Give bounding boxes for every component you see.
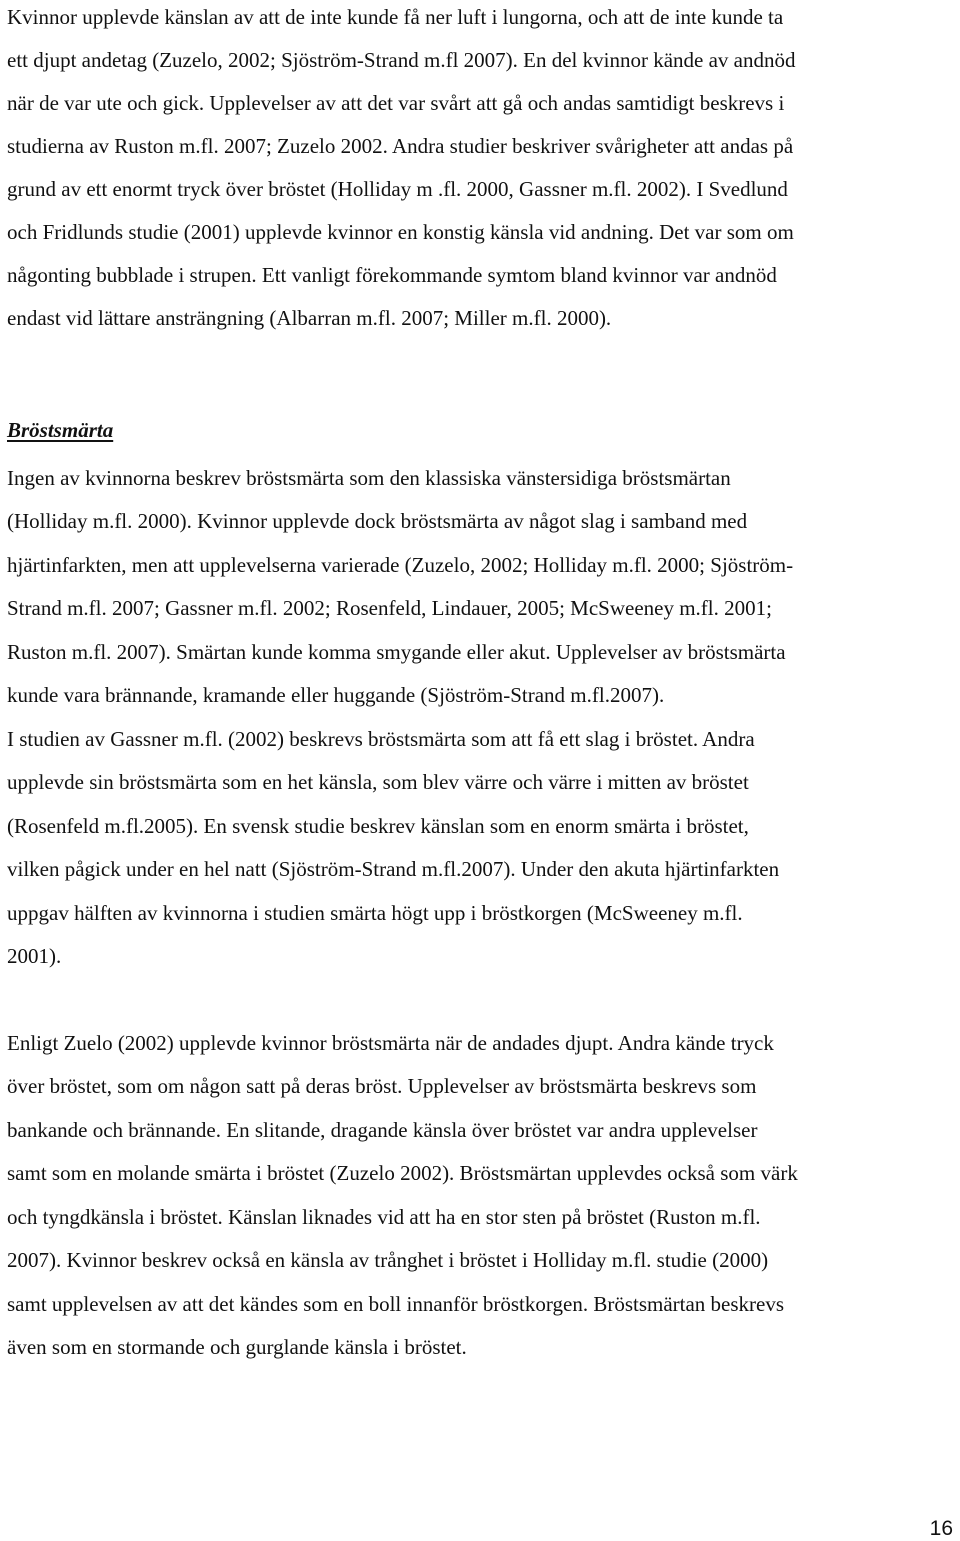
- text-line: och tyngdkänsla i bröstet. Känslan liknades vid att ha en stor sten på bröstet (Ruston m.fl.: [7, 1205, 761, 1229]
- text-line: någonting bubblade i strupen. Ett vanligt förekommande symtom bland kvinnor var andnöd: [7, 263, 777, 287]
- text-line: upplevde sin bröstsmärta som en het känsla, som blev värre och värre i mitten av bröstet: [7, 770, 749, 794]
- page-number: 16: [929, 1517, 953, 1540]
- text-line: hjärtinfarkten, men att upplevelserna varierade (Zuzelo, 2002; Holliday m.fl. 2000; Sjöström-: [7, 553, 794, 577]
- text-line: studierna av Ruston m.fl. 2007; Zuzelo 2002. Andra studier beskriver svårigheter att andas på: [7, 134, 794, 158]
- section-heading: Bröstsmärta: [7, 418, 114, 442]
- text-line: 2007). Kvinnor beskrev också en känsla av trånghet i bröstet i Holliday m.fl. studie (2000): [7, 1248, 769, 1272]
- text-line: ett djupt andetag (Zuzelo, 2002; Sjöström-Strand m.fl 2007). En del kvinnor kände av andnöd: [7, 48, 796, 72]
- text-line: samt upplevelsen av att det kändes som en boll innanför bröstkorgen. Bröstsmärtan beskrevs: [7, 1292, 785, 1316]
- text-line: Ingen av kvinnorna beskrev bröstsmärta som den klassiska vänstersidiga bröstsmärtan: [7, 466, 731, 490]
- text-line: Kvinnor upplevde känslan av att de inte kunde få ner luft i lungorna, och att de inte kunde ta: [7, 5, 784, 29]
- text-line: I studien av Gassner m.fl. (2002) beskrevs bröstsmärta som att få ett slag i bröstet. Andra: [7, 727, 755, 751]
- text-line: Strand m.fl. 2007; Gassner m.fl. 2002; Rosenfeld, Lindauer, 2005; McSweeney m.fl. 2001;: [7, 596, 772, 620]
- text-line: och Fridlunds studie (2001) upplevde kvinnor en konstig känsla vid andning. Det var som om: [7, 220, 794, 244]
- text-line: Ruston m.fl. 2007). Smärtan kunde komma smygande eller akut. Upplevelser av bröstsmärta: [7, 640, 786, 664]
- text-line: bankande och brännande. En slitande, dragande känsla över bröstet var andra upplevelser: [7, 1118, 758, 1142]
- text-line: även som en stormande och gurglande känsla i bröstet.: [7, 1335, 467, 1359]
- text-line: samt som en molande smärta i bröstet (Zuzelo 2002). Bröstsmärtan upplevdes också som värk: [7, 1161, 798, 1185]
- text-line: Enligt Zuelo (2002) upplevde kvinnor bröstsmärta när de andades djupt. Andra kände tryck: [7, 1031, 774, 1055]
- text-line: 2001).: [7, 944, 62, 968]
- text-line: när de var ute och gick. Upplevelser av att det var svårt att gå och andas samtidigt beskrevs i: [7, 91, 785, 115]
- text-line: uppgav hälften av kvinnorna i studien smärta högt upp i bröstkorgen (McSweeney m.fl.: [7, 901, 743, 925]
- text-line: grund av ett enormt tryck över bröstet (Holliday m .fl. 2000, Gassner m.fl. 2002). I Svedlund: [7, 177, 788, 201]
- text-line: kunde vara brännande, kramande eller huggande (Sjöström-Strand m.fl.2007).: [7, 683, 665, 707]
- text-line: över bröstet, som om någon satt på deras bröst. Upplevelser av bröstsmärta beskrevs som: [7, 1074, 757, 1098]
- text-line: (Holliday m.fl. 2000). Kvinnor upplevde dock bröstsmärta av något slag i samband med: [7, 509, 748, 533]
- text-line: endast vid lättare ansträngning (Albarran m.fl. 2007; Miller m.fl. 2000).: [7, 306, 612, 330]
- text-line: vilken pågick under en hel natt (Sjöström-Strand m.fl.2007). Under den akuta hjärtinfarkten: [7, 857, 780, 881]
- text-line: (Rosenfeld m.fl.2005). En svensk studie beskrev känslan som en enorm smärta i bröstet,: [7, 814, 749, 838]
